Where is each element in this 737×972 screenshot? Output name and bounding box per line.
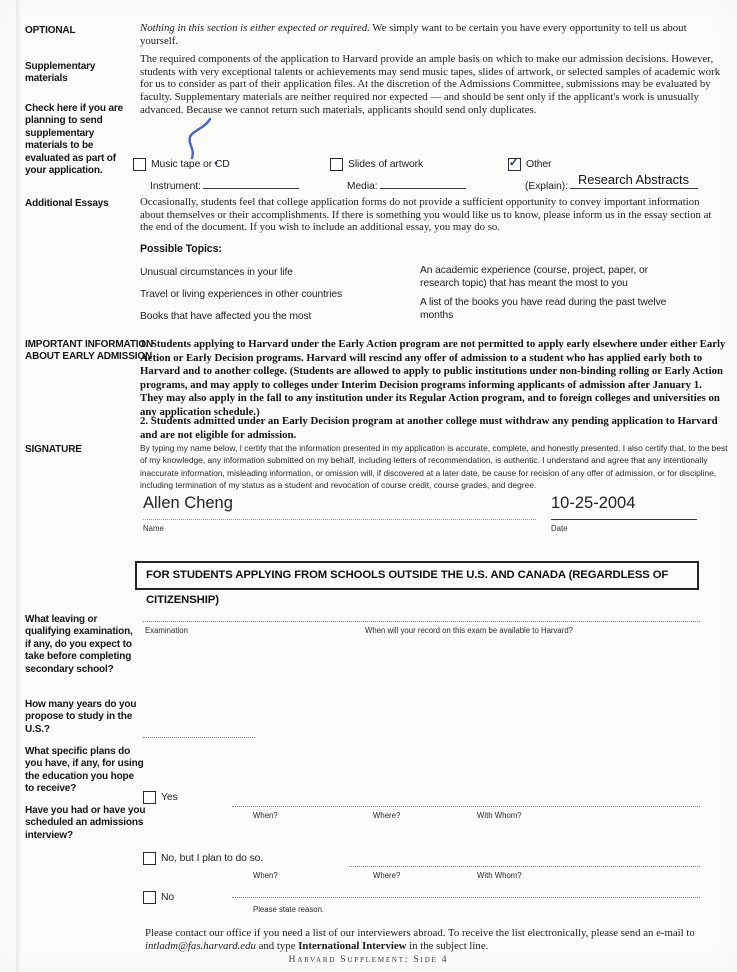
- when-caption: When?: [253, 871, 278, 880]
- interview-no-input-line[interactable]: [232, 897, 700, 898]
- optional-note-italic: Nothing in this section is either expected or required.: [140, 22, 370, 34]
- examination-input-line[interactable]: [143, 621, 700, 622]
- interview-option-no: [143, 889, 174, 907]
- date-caption: Date: [551, 524, 568, 533]
- interview-option-plan: [143, 850, 263, 868]
- slides-label: Slides of artwork: [348, 159, 424, 171]
- interview-yes-input-line[interactable]: [232, 806, 700, 807]
- reason-caption: Please state reason.: [253, 905, 325, 914]
- other-checkmark: ✓: [509, 157, 519, 170]
- name-value: Allen Cheng: [143, 494, 233, 512]
- optional-note: [140, 22, 720, 47]
- exam-availability-caption: When will your record on this exam be available to Harvard?: [365, 626, 574, 635]
- name-field[interactable]: [143, 494, 536, 520]
- signature-section-label: SIGNATURE: [25, 444, 82, 455]
- additional-essays-label: Additional Essays: [25, 198, 109, 209]
- supp-option-slides: [330, 156, 500, 192]
- interview-option-yes: [143, 789, 178, 807]
- slides-checkbox[interactable]: [330, 158, 343, 171]
- early-admission-paragraph-1: 1. Students applying to Harvard under the Early Action program are not permitted to apply early elsewhere under either Early Action or Early Decision programs. Harvard will rescind any offer of admission to a student who has applied early both to Harvard and to another college. (Students are allowed to apply to public institutions under non-binding rolling or Early Action programs, and may apply to colleges under Interim Decision programs informing applicants of admission after January 1. They may also apply in the fall to any institution under its Regular Action program, and to foreign colleges and universities on any application schedule.): [140, 338, 726, 418]
- topic-item: Travel or living experiences in other countries: [140, 289, 343, 300]
- with-whom-caption: With Whom?: [477, 811, 522, 820]
- instrument-label: Instrument:: [150, 181, 201, 192]
- explain-label: (Explain):: [525, 181, 569, 192]
- media-input-line[interactable]: [380, 177, 466, 189]
- optional-note-rest: We simply want to be certain you have every opportunity to tell us about yourself.: [140, 22, 687, 47]
- music-tape-checkbox[interactable]: [133, 158, 146, 171]
- years-input-line[interactable]: [143, 737, 255, 738]
- examination-caption: Examination: [145, 626, 188, 635]
- supplementary-checkhere-label: Check here if you are planning to send supplementary materials to be evaluated as part of your application.: [25, 103, 124, 177]
- topic-item: An academic experience (course, project, paper, or research topic) that has meant the most to you: [420, 265, 648, 289]
- topic-item: Unusual circumstances in your life: [140, 267, 293, 278]
- interview-yes-checkbox[interactable]: [143, 791, 156, 804]
- explain-input-line[interactable]: [570, 172, 698, 189]
- question-interview-label: Have you had or have you scheduled an admissions interview?: [25, 805, 146, 841]
- early-admission-paragraph-2: 2. Students admitted under an Early Decision program at another college must withdraw any pending application to Harvard and are not eligible for admission.: [140, 415, 718, 441]
- contact-subject-line: International Interview: [298, 939, 407, 952]
- possible-topics-heading: Possible Topics:: [140, 243, 222, 255]
- where-caption: Where?: [373, 871, 401, 880]
- interview-no-checkbox[interactable]: [143, 891, 156, 904]
- topic-item: A list of the books you have read during the past twelve months: [420, 297, 667, 321]
- question-exam-label: What leaving or qualifying examination, if any, do you expect to take before completing secondary school?: [25, 614, 133, 675]
- interview-yes-label: Yes: [161, 792, 178, 804]
- other-label: Other: [526, 159, 552, 171]
- name-caption: Name: [143, 524, 164, 533]
- supplementary-paragraph: The required components of the application to Harvard provide an ample basis on which to make our admission decisions. However, students with very exceptional talents or achievements may send music tapes, slides of artwork, or selected samples of academic work for us to consider as part of their application files. At the discretion of the Admissions Committee, submissions may be evaluated by faculty. Supplementary materials are neither required nor expected — and should be sent only if the applicant's work is unusually advanced. Because we cannot return such materials, applicants should send only duplicates.: [140, 53, 721, 116]
- other-checkbox[interactable]: [508, 158, 521, 171]
- signature-certification-text: By typing my name below, I certify that the information presented in my application is accurate, complete, and honestly presented. I also certify that, to the best of my knowledge, any information submitted on my behalf, including letters of recommendation, is authentic. I understand and agree that any intentionally inaccurate information, misleading information, or omission will, if discovered at a later date, be cause for recision of any offer of admission, or for discipline, including termination of my status as a student and revocation of course credit, course grades, and degree.: [140, 443, 728, 490]
- with-whom-caption: With Whom?: [477, 871, 522, 880]
- explain-value: Research Abstracts: [578, 172, 689, 187]
- interview-plan-input-line[interactable]: [349, 866, 700, 867]
- optional-section-label: OPTIONAL: [25, 25, 76, 36]
- topic-item: Books that have affected you the most: [140, 311, 312, 322]
- date-field[interactable]: [551, 494, 697, 520]
- question-years-label: How many years do you propose to study in the U.S.?: [25, 699, 137, 735]
- interview-no-label: No: [161, 892, 175, 904]
- early-admission-label-line2: ABOUT EARLY ADMISSION: [25, 351, 153, 362]
- contact-note-post: in the subject line.: [406, 939, 489, 952]
- question-plans-label: What specific plans do you have, if any, for using the education you hope to receive?: [25, 746, 144, 795]
- contact-note-mid: and type: [255, 939, 299, 952]
- where-caption: Where?: [373, 811, 401, 820]
- supplementary-materials-label: Supplementary materials: [25, 61, 96, 85]
- music-tape-label: Music tape or CD: [151, 159, 230, 171]
- date-value: 10-25-2004: [551, 494, 636, 512]
- interviewer-contact-note: [145, 927, 711, 952]
- interview-plan-checkbox[interactable]: [143, 852, 156, 865]
- scan-artifact-shadow: [16, 0, 22, 972]
- page-footer: Harvard Supplement: Side 4: [288, 955, 449, 965]
- essays-paragraph: Occasionally, students feel that college application forms do not provide a sufficient opportunity to convey important information about themselves or their accomplishments. If there is something you would like us to know, please inform us in the essay section at the end of the document. If you wish to include an additional essay, you may do so.: [140, 196, 712, 234]
- contact-email: intladm@fas.harvard.edu: [145, 939, 256, 952]
- contact-note-pre: Please contact our office if you need a list of our interviewers abroad. To receive the list electronically, please send an e-mail to: [145, 927, 695, 939]
- instrument-input-line[interactable]: [203, 177, 299, 189]
- supp-option-other: [508, 156, 718, 192]
- media-label: Media:: [347, 181, 378, 192]
- early-admission-label-line1: IMPORTANT INFORMATION: [25, 339, 154, 350]
- international-section-heading: FOR STUDENTS APPLYING FROM SCHOOLS OUTSIDE THE U.S. AND CANADA (REGARDLESS OF CITIZENSHIP): [135, 561, 699, 590]
- when-caption: When?: [253, 811, 278, 820]
- interview-plan-label: No, but I plan to do so.: [161, 853, 264, 865]
- supp-option-music-tape: [133, 156, 313, 192]
